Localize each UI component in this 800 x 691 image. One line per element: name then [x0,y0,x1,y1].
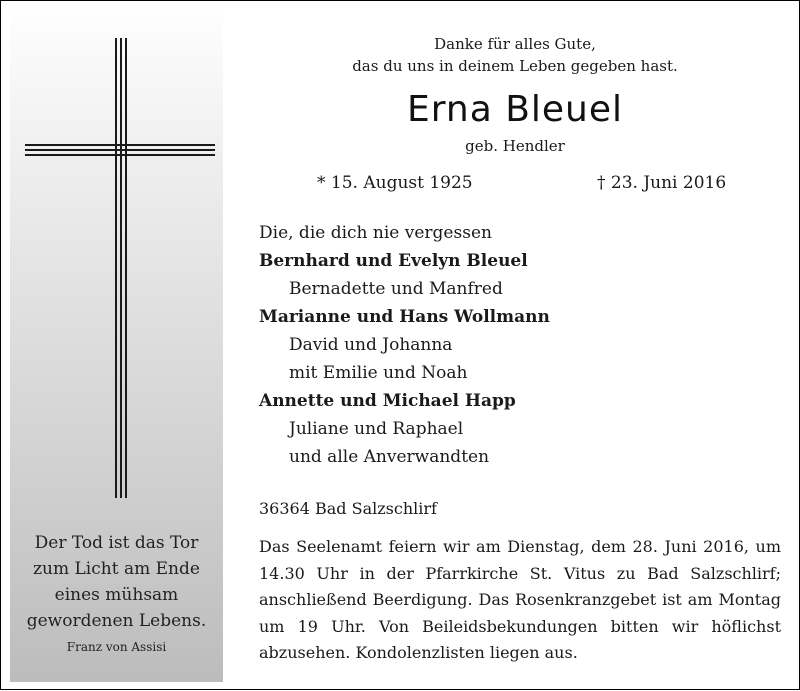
maiden-name: geb. Hendler [465,137,565,155]
birth-date: * 15. August 1925 [317,173,473,193]
family-name: Bernhard und Evelyn Bleuel [259,251,528,271]
family-member: und alle Anverwandten [289,447,490,467]
main-content [241,1,789,691]
family-member: Juliane und Raphael [289,419,464,439]
quote-line: eines mühsam [54,585,179,605]
place: 36364 Bad Salzschlirf [259,499,437,518]
service-text: Das Seelenamt feiern wir am Dienstag, dem 28. Juni 2016, um 14.30 Uhr in der Pfarrkirche St. Vitus zu Bad Salzschlirf; anschließend Beerdigung. Das Rosenkranzgebet ist am Montag um 19 Uhr. Von Beileidsbekundungen bitten wir höflichst abzusehen. Kondolenzlisten liegen aus. [259,537,781,662]
family-name: Annette und Michael Happ [259,391,516,411]
quote-line: zum Licht am Ende [33,559,200,579]
motto [241,33,789,77]
family-member: David und Johanna [289,335,453,355]
motto-line: das du uns in deinem Leben gegeben hast. [352,57,678,75]
death-date: † 23. Juni 2016 [597,173,727,193]
quote [10,530,223,658]
mourners-list [259,219,779,471]
left-panel [10,10,223,682]
motto-line: Danke für alles Gute, [434,35,596,53]
family-member: Bernadette und Manfred [289,279,503,299]
quote-line: gewordenen Lebens. [26,611,207,631]
quote-author: Franz von Assisi [66,640,167,654]
deceased-name: Erna Bleuel [406,89,624,130]
quote-line: Der Tod ist das Tor [34,533,199,553]
cross-icon [25,38,215,498]
mourners-intro: Die, die dich nie vergessen [259,223,492,243]
family-name: Marianne und Hans Wollmann [259,307,550,327]
family-member: mit Emilie und Noah [289,363,468,383]
